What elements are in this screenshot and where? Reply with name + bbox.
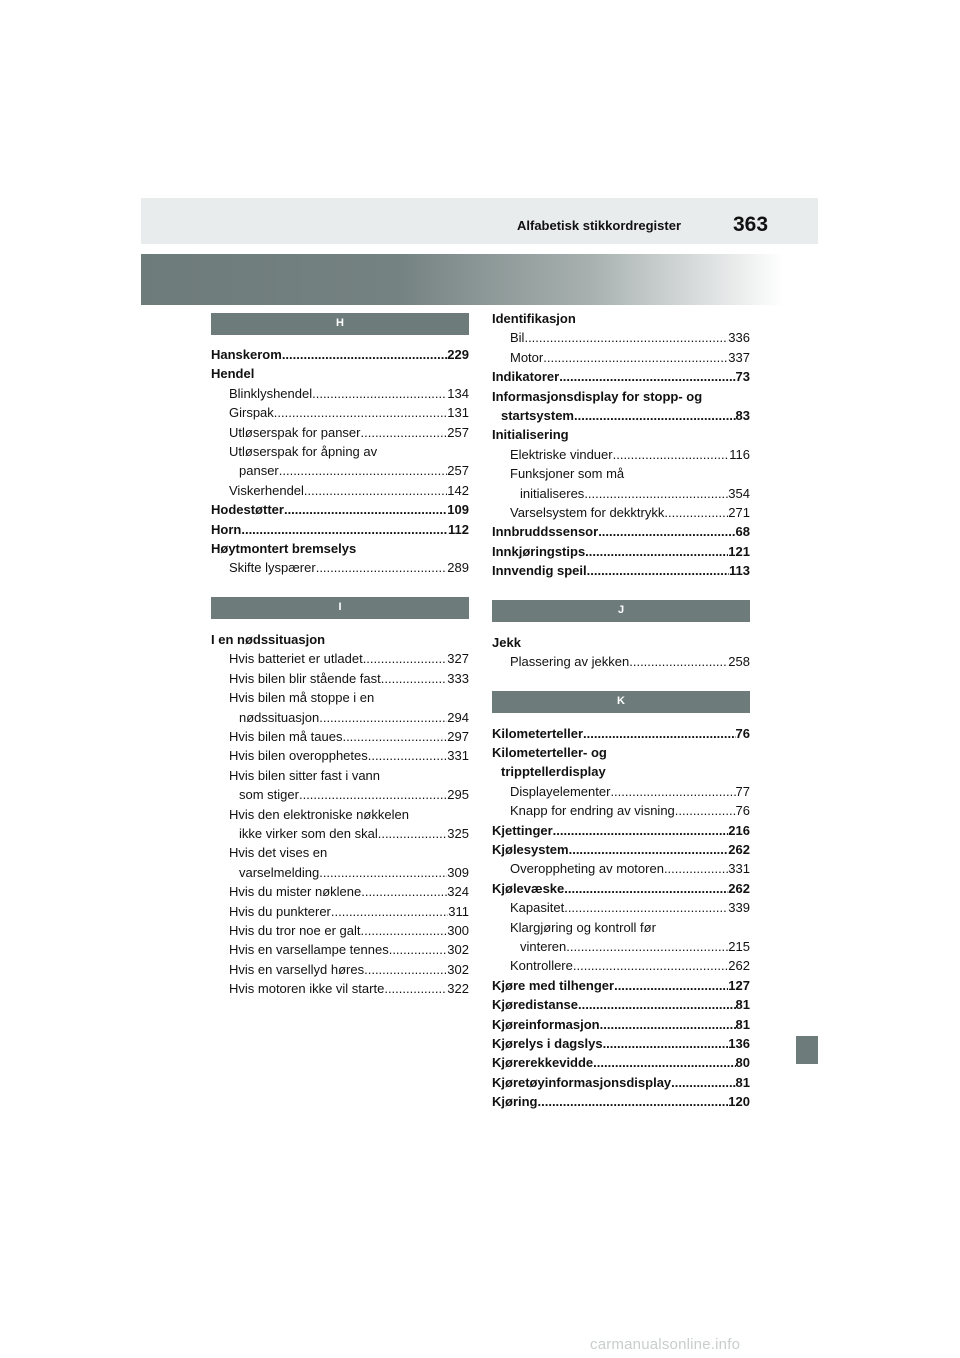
index-entry <box>492 484 750 503</box>
page-reference[interactable]: 120 <box>728 1094 750 1110</box>
page-reference[interactable]: 83 <box>735 408 750 424</box>
page-reference[interactable]: 309 <box>447 864 469 880</box>
index-subterm-line: Funksjoner som må <box>510 466 625 482</box>
page-reference[interactable]: 324 <box>447 884 469 900</box>
index-term: Hvis bilen blir stående fast <box>229 670 381 686</box>
dot-leader <box>319 863 447 882</box>
dot-leader <box>629 652 728 671</box>
index-term: Knapp for endring av visning <box>510 803 675 819</box>
index-term: ikke virker som den skal <box>239 825 378 841</box>
dot-leader <box>584 484 728 503</box>
page-reference[interactable]: 311 <box>448 903 469 919</box>
chapter-banner <box>141 254 784 305</box>
dot-leader <box>279 461 448 480</box>
letter-header-h: H <box>211 313 469 335</box>
index-term: nødssituasjon <box>239 709 320 725</box>
page-reference[interactable]: 333 <box>447 670 469 686</box>
index-term: Kapasitet <box>510 900 565 916</box>
dot-leader <box>299 785 447 804</box>
dot-leader <box>331 902 448 921</box>
index-entry <box>492 542 750 561</box>
index-entry <box>492 1034 750 1053</box>
index-entry <box>492 995 750 1014</box>
page-reference[interactable]: 337 <box>728 349 750 365</box>
dot-leader <box>543 348 728 367</box>
index-entry <box>211 727 469 746</box>
index-entry <box>492 406 750 425</box>
page-reference[interactable]: 121 <box>728 543 750 559</box>
page-reference[interactable]: 257 <box>447 463 469 479</box>
index-term: Kjørelys i dagslys <box>492 1036 603 1051</box>
dot-leader <box>610 782 735 801</box>
index-entry <box>492 1015 750 1034</box>
index-term: Kjølesystem <box>492 841 569 857</box>
chapter-thumb-tab[interactable] <box>796 1036 818 1064</box>
dot-leader <box>363 649 448 668</box>
index-entry <box>211 481 469 500</box>
index-term: Hvis du mister nøklene <box>229 884 362 900</box>
page-reference[interactable]: 76 <box>735 725 750 741</box>
page-reference[interactable]: 136 <box>728 1036 750 1051</box>
index-entry <box>211 520 469 539</box>
dot-leader <box>564 898 728 917</box>
index-term: Horn <box>211 521 242 537</box>
index-term: Blinklyshendel <box>229 385 313 401</box>
page-reference[interactable]: 294 <box>447 709 469 725</box>
dot-leader <box>319 708 447 727</box>
index-entry <box>211 708 469 727</box>
index-term: Girspak <box>229 405 274 421</box>
index-heading: Høytmontert bremselys <box>211 541 357 557</box>
index-heading: Hendel <box>211 366 255 382</box>
index-entry <box>211 649 469 668</box>
dot-leader <box>600 1015 736 1034</box>
index-term: Kilometerteller <box>492 725 584 741</box>
index-entry <box>211 979 469 998</box>
index-entry <box>492 445 750 464</box>
index-entry <box>211 669 469 688</box>
page-reference[interactable]: 81 <box>735 997 750 1013</box>
dot-leader <box>304 481 447 500</box>
page-reference[interactable]: 271 <box>728 505 750 521</box>
index-term: Hvis motoren ikke vil starte <box>229 981 385 997</box>
page-number: 363 <box>733 213 769 236</box>
page-reference[interactable]: 215 <box>728 938 750 954</box>
page-reference[interactable]: 262 <box>728 841 750 857</box>
index-term: Hvis du punkterer <box>229 903 331 919</box>
page-reference[interactable]: 289 <box>447 560 469 576</box>
index-term: Kontrollere <box>510 958 573 974</box>
page-reference[interactable]: 229 <box>447 347 469 362</box>
index-entry <box>211 824 469 843</box>
index-entry <box>492 724 750 743</box>
dot-leader <box>598 522 735 541</box>
dot-leader <box>361 882 447 901</box>
dot-leader <box>569 840 729 859</box>
page-reference[interactable]: 300 <box>447 922 469 938</box>
index-heading: Kilometerteller- og <box>492 744 607 760</box>
index-entry <box>211 902 469 921</box>
index-term: Hvis en varsellampe tennes <box>229 942 389 958</box>
index-term: Kjøring <box>492 1094 538 1110</box>
index-entry <box>211 746 469 765</box>
index-term: Displayelementer <box>510 783 611 799</box>
page-reference[interactable]: 354 <box>728 485 750 501</box>
index-entry <box>492 801 750 820</box>
page-reference[interactable]: 331 <box>728 861 750 877</box>
index-term: Varselsystem for dekktrykk <box>510 505 665 521</box>
index-term: Bil <box>510 330 525 346</box>
index-entry <box>492 898 750 917</box>
index-subterm-line: Hvis bilen må stoppe i en <box>229 690 375 706</box>
dot-leader <box>241 520 448 539</box>
dot-leader <box>361 423 448 442</box>
index-entry <box>211 403 469 422</box>
index-heading: Initialisering <box>492 427 569 443</box>
page-reference[interactable]: 262 <box>728 880 750 896</box>
index-entry <box>211 500 469 519</box>
index-term: Kjettinger <box>492 822 553 838</box>
index-entry <box>211 345 469 364</box>
index-term: Kjørerekkevidde <box>492 1055 594 1071</box>
dot-leader <box>603 1034 729 1053</box>
dot-leader <box>553 821 729 840</box>
dot-leader <box>364 960 447 979</box>
index-term: Motor <box>510 349 544 365</box>
page-reference[interactable]: 112 <box>448 521 469 537</box>
index-term: panser <box>239 463 279 479</box>
page-reference[interactable]: 325 <box>447 825 469 841</box>
letter-header-k: K <box>492 691 750 713</box>
page-reference[interactable]: 81 <box>735 1016 750 1032</box>
index-term: Skifte lyspærer <box>229 560 316 576</box>
index-term: Hvis en varsellyd høres <box>229 961 365 977</box>
page-reference[interactable]: 258 <box>728 654 750 670</box>
page-reference[interactable]: 322 <box>447 981 469 997</box>
dot-leader <box>566 937 728 956</box>
index-entry <box>492 328 750 347</box>
index-term: som stiger <box>239 787 299 803</box>
index-term: vinteren <box>520 938 567 954</box>
dot-leader <box>613 445 730 464</box>
letter-header-j: J <box>492 600 750 622</box>
index-term: Innbruddssensor <box>492 524 599 540</box>
dot-leader <box>284 500 447 519</box>
dot-leader <box>312 384 447 403</box>
index-term: Kjøretøyinformasjonsdisplay <box>492 1074 672 1090</box>
page-reference[interactable]: 262 <box>728 958 750 974</box>
page-reference[interactable]: 81 <box>735 1074 750 1090</box>
index-group-i-continued <box>492 309 750 581</box>
dot-leader <box>675 801 736 820</box>
index-subterm-line: Klargjøring og kontroll før <box>510 919 656 935</box>
index-subterm-line: Hvis bilen sitter fast i vann <box>229 767 381 783</box>
page-reference[interactable]: 113 <box>729 563 750 579</box>
index-entry <box>492 859 750 878</box>
dot-leader <box>384 979 447 998</box>
index-heading: Identifikasjon <box>492 311 576 326</box>
index-term: Kjøredistanse <box>492 997 578 1013</box>
index-subterm-line: Utløserspak for åpning av <box>229 444 378 460</box>
section-title: Alfabetisk stikkordregister <box>517 218 682 233</box>
index-entry <box>211 558 469 577</box>
page-reference[interactable]: 109 <box>447 502 469 518</box>
index-term: Innkjøringstips <box>492 543 586 559</box>
page-reference[interactable]: 116 <box>729 446 750 462</box>
index-entry <box>492 937 750 956</box>
index-entry <box>211 461 469 480</box>
index-entry <box>211 785 469 804</box>
index-group-k <box>492 724 750 1112</box>
dot-leader <box>671 1073 735 1092</box>
page-reference[interactable]: 295 <box>447 787 469 803</box>
page-reference[interactable]: 77 <box>735 783 750 799</box>
dot-leader <box>578 995 736 1014</box>
index-entry <box>492 782 750 801</box>
index-entry <box>492 503 750 522</box>
index-entry <box>492 348 750 367</box>
page-reference[interactable]: 73 <box>735 369 750 385</box>
dot-leader <box>368 746 448 765</box>
dot-leader <box>274 403 448 422</box>
index-entry <box>492 561 750 580</box>
index-term: Elektriske vinduer <box>510 446 613 462</box>
dot-leader <box>664 503 728 522</box>
page-reference[interactable]: 339 <box>728 900 750 916</box>
index-subterm-line: Hvis det vises en <box>229 845 328 861</box>
dot-leader <box>389 940 448 959</box>
page-reference[interactable]: 68 <box>735 524 750 540</box>
dot-leader <box>316 558 448 577</box>
page-reference[interactable]: 302 <box>447 961 469 977</box>
dot-leader <box>378 824 448 843</box>
index-entry <box>492 652 750 671</box>
index-entry <box>492 522 750 541</box>
index-entry <box>492 879 750 898</box>
dot-leader <box>614 976 728 995</box>
index-term: Overoppheting av motoren <box>510 861 664 877</box>
dot-leader <box>282 345 447 364</box>
dot-leader <box>361 921 448 940</box>
page-reference[interactable]: 331 <box>447 748 469 764</box>
index-term: Kjøre med tilhenger <box>492 977 615 993</box>
dot-leader <box>583 724 735 743</box>
index-term: Hvis bilen må taues <box>229 728 343 744</box>
letter-header-i: I <box>211 597 469 619</box>
index-group-i <box>211 630 469 999</box>
index-subterm-line: Hvis den elektroniske nøkkelen <box>229 806 409 822</box>
index-term: Utløserspak for panser <box>229 424 361 440</box>
page-reference[interactable]: 76 <box>735 803 750 819</box>
index-heading: Jekk <box>492 634 521 650</box>
page-reference[interactable]: 297 <box>447 728 469 744</box>
index-term: Viskerhendel <box>229 482 304 498</box>
dot-leader <box>524 328 728 347</box>
dot-leader <box>664 859 728 878</box>
index-entry <box>492 1092 750 1111</box>
dot-leader <box>587 561 729 580</box>
index-heading: I en nødssituasjon <box>211 631 326 647</box>
index-entry <box>492 1053 750 1072</box>
index-entry <box>211 384 469 403</box>
index-entry <box>211 882 469 901</box>
index-term: Kjøreinformasjon <box>492 1016 600 1032</box>
page-reference[interactable]: 216 <box>728 822 750 838</box>
index-entry <box>492 840 750 859</box>
dot-leader <box>585 542 728 561</box>
page-reference[interactable]: 142 <box>447 482 469 498</box>
index-term: Hvis bilen overopphetes <box>229 748 368 764</box>
index-entry <box>211 940 469 959</box>
index-entry <box>492 1073 750 1092</box>
index-term: Plassering av jekken <box>510 654 630 670</box>
index-term: startsystem <box>501 408 574 424</box>
dot-leader <box>574 406 736 425</box>
index-group-h <box>211 345 469 578</box>
dot-leader <box>559 367 735 386</box>
watermark: carmanualsonline.info <box>590 1336 741 1353</box>
header-band <box>141 198 818 244</box>
index-heading: Informasjonsdisplay for stopp- og <box>492 388 703 404</box>
index-term: varselmelding <box>239 864 320 880</box>
index-term: Hvis du tror noe er galt <box>229 922 361 938</box>
page-reference[interactable]: 127 <box>728 977 750 993</box>
index-entry <box>211 921 469 940</box>
index-entry <box>211 863 469 882</box>
dot-leader <box>573 956 728 975</box>
page-reference[interactable]: 327 <box>447 651 469 667</box>
dot-leader <box>342 727 447 746</box>
page-reference[interactable]: 336 <box>728 330 750 346</box>
index-term: Hodestøtter <box>211 502 284 518</box>
index-group-j <box>492 633 750 672</box>
index-entry <box>492 976 750 995</box>
index-term: initialiseres <box>520 485 585 501</box>
index-term: Kjølevæske <box>492 880 565 896</box>
index-term: Indikatorer <box>492 369 560 385</box>
index-term: Hvis batteriet er utladet <box>229 651 363 667</box>
dot-leader <box>538 1092 729 1111</box>
index-entry <box>211 960 469 979</box>
index-entry <box>492 367 750 386</box>
index-term: Innvendig speil <box>492 563 587 579</box>
page-reference[interactable]: 302 <box>447 942 469 958</box>
page-reference[interactable]: 257 <box>447 424 469 440</box>
dot-leader <box>381 669 448 688</box>
index-subterm-line: tripptellerdisplay <box>501 764 606 780</box>
page-reference[interactable]: 80 <box>735 1055 750 1071</box>
dot-leader <box>593 1053 735 1072</box>
page-reference[interactable]: 131 <box>447 405 469 421</box>
index-entry <box>492 956 750 975</box>
page-reference[interactable]: 134 <box>447 385 469 401</box>
index-column-right <box>492 309 750 1112</box>
index-entry <box>211 423 469 442</box>
index-column-left <box>211 317 469 999</box>
index-term: Hanskerom <box>211 347 282 362</box>
index-entry <box>492 821 750 840</box>
dot-leader <box>564 879 728 898</box>
